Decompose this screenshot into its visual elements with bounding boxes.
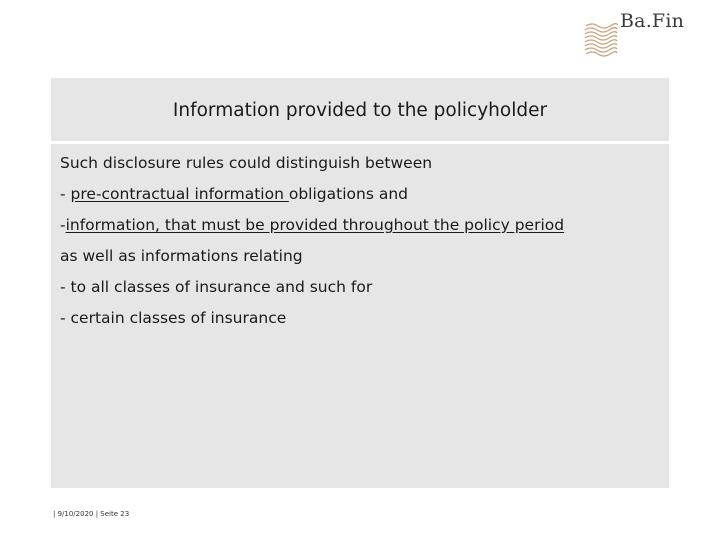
slide-footer: | 9/10/2020 | Seite 23 xyxy=(53,510,130,518)
body-line-5: - to all classes of insurance and such for xyxy=(60,278,373,296)
slide-header-panel xyxy=(51,78,669,141)
body-line-1: Such disclosure rules could distinguish between xyxy=(60,154,433,172)
body-line-2-suffix: obligations and xyxy=(288,185,408,203)
bafin-logo xyxy=(584,8,694,64)
body-line-2-prefix: - xyxy=(60,185,71,203)
slide-title: Information provided to the policyholder xyxy=(172,100,548,121)
body-line-2 xyxy=(60,185,408,203)
body-line-3 xyxy=(60,216,564,234)
logo-text: Ba.Fin xyxy=(620,10,685,32)
body-line-3-underlined: information, that must be provided throughout the policy period xyxy=(65,216,565,234)
body-line-6: - certain classes of insurance xyxy=(60,309,287,327)
body-line-4: as well as informations relating xyxy=(60,247,303,265)
body-line-2-underlined: pre-contractual information xyxy=(70,185,289,203)
slide-body-panel xyxy=(51,144,669,488)
bafin-wave-logo-icon xyxy=(584,22,618,58)
body-line-3-prefix: - xyxy=(60,216,66,234)
